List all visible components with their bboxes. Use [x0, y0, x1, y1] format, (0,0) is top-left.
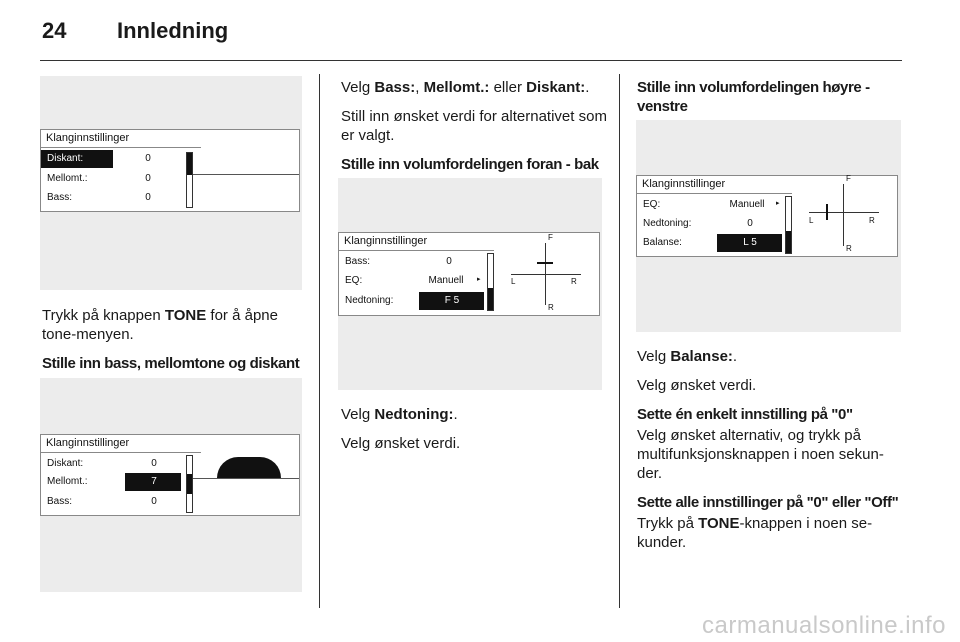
subheading: Sette alle innstillinger på "0" eller "Off"	[637, 494, 899, 511]
paragraph: Trykk på TONE-knappen i noen se-kunder.	[637, 515, 873, 551]
figure-tone-settings-mid	[40, 378, 302, 592]
scrollbar	[785, 196, 792, 254]
menu-row-value: 0	[145, 173, 151, 184]
fader-position-marker	[537, 262, 553, 264]
display-screen	[636, 175, 898, 257]
label-front: F	[548, 233, 553, 242]
menu-row-mid[interactable]	[41, 170, 181, 188]
menu-row-label: Balanse:	[643, 237, 682, 248]
menu-row-bass[interactable]	[41, 189, 181, 207]
paragraph: Velg ønsket verdi.	[637, 377, 757, 394]
menu-row-label: Bass:	[345, 256, 371, 267]
scrollbar	[186, 152, 193, 208]
balance-horizontal-axis	[809, 212, 879, 213]
balance-vertical-axis	[843, 184, 844, 246]
fader-horizontal-axis	[511, 274, 581, 275]
menu-row-treble[interactable]	[41, 455, 181, 473]
arrow-right-icon: ▸	[477, 276, 481, 283]
menu-row-balance[interactable]	[637, 234, 717, 252]
column-divider-2	[619, 74, 620, 608]
column-2-text-bottom	[341, 405, 611, 463]
figure-tone-settings-treble	[40, 76, 302, 290]
menu-row-value: L 5	[743, 237, 757, 248]
paragraph: Velg ønsket alternativ, og trykk på multifunksjonsknappen i noen sekun-der.	[637, 427, 884, 482]
subheading: Stille inn volumfordelingen foran - bak	[341, 156, 599, 173]
menu-row-value: Manuell	[729, 199, 765, 210]
menu-row-selected-value	[717, 234, 782, 252]
title-underline	[41, 452, 201, 453]
menu-row-value: 0	[145, 192, 151, 203]
menu-row-bass[interactable]	[41, 493, 181, 511]
menu-row-fader[interactable]	[339, 292, 419, 310]
figure-balance-settings	[636, 120, 901, 332]
label-rear: R	[548, 303, 554, 312]
screen-title: Klanginnstillinger	[46, 437, 130, 449]
menu-row-selected-value	[419, 292, 484, 310]
label-rear: R	[846, 244, 852, 253]
menu-row-label: Diskant:	[47, 458, 84, 469]
scrollbar	[186, 455, 193, 513]
menu-row-label: Mellomt.:	[47, 173, 88, 184]
menu-row-selected-value	[125, 473, 181, 491]
menu-row-eq[interactable]	[339, 272, 484, 290]
display-screen	[40, 434, 300, 516]
label-right: R	[571, 277, 577, 286]
display-screen	[338, 232, 600, 316]
menu-row-label: EQ:	[643, 199, 661, 210]
menu-row-value	[133, 150, 163, 168]
menu-row-value: 0	[151, 458, 157, 469]
graph-baseline	[193, 478, 299, 479]
column-2-text-top	[341, 78, 611, 180]
menu-row-fader[interactable]	[637, 215, 782, 233]
subheading: Stille inn volumfordelingen høyre - venstre	[637, 79, 870, 115]
scrollbar-thumb	[786, 231, 791, 253]
paragraph: Trykk på knappen TONE for å åpne tone-menyen.	[42, 307, 278, 343]
screen-title: Klanginnstillinger	[642, 178, 726, 190]
eq-curve-shape	[217, 457, 281, 478]
graph-baseline	[193, 174, 299, 175]
column-divider-1	[319, 74, 320, 608]
menu-row-label: Diskant:	[47, 153, 84, 164]
paragraph: Velg Bass:, Mellomt.: eller Diskant:.	[341, 79, 590, 96]
subheading: Stille inn bass, mellomtone og diskant	[42, 355, 300, 372]
title-underline	[637, 193, 792, 194]
menu-row-label: Bass:	[47, 496, 73, 507]
value-text: 0	[145, 153, 151, 164]
label-right: R	[869, 216, 875, 225]
display-screen	[40, 129, 300, 212]
menu-row-bass[interactable]	[339, 253, 484, 271]
scrollbar-thumb	[187, 474, 192, 494]
menu-row-value: F 5	[444, 295, 460, 306]
menu-row-label: EQ:	[345, 275, 363, 286]
menu-row-eq[interactable]	[637, 196, 782, 214]
scrollbar-thumb	[187, 153, 192, 175]
page-title: Innledning	[117, 18, 229, 43]
column-3-text-bottom	[637, 347, 907, 562]
scrollbar	[487, 253, 494, 311]
page-number: 24	[42, 18, 67, 43]
label-left: L	[511, 277, 516, 286]
header-rule	[40, 60, 902, 61]
menu-row-label: Nedtoning:	[643, 218, 692, 229]
menu-row-treble[interactable]	[41, 150, 113, 168]
label-left: L	[809, 216, 814, 225]
menu-row-value: Manuell	[428, 275, 464, 286]
screen-title: Klanginnstillinger	[46, 132, 130, 144]
balance-position-marker	[826, 204, 828, 220]
menu-row-label: Bass:	[47, 192, 73, 203]
menu-row-label: Nedtoning:	[345, 295, 394, 306]
figure-fader-settings	[338, 178, 602, 390]
title-underline	[339, 250, 494, 251]
menu-row-value: 7	[151, 476, 157, 487]
paragraph: Velg Nedtoning:.	[341, 406, 458, 423]
scrollbar-thumb	[488, 288, 493, 310]
menu-row-value: 0	[747, 218, 753, 229]
watermark: carmanualsonline.info	[702, 612, 946, 639]
paragraph: Velg ønsket verdi.	[341, 435, 461, 452]
menu-row-label: Mellomt.:	[47, 476, 88, 487]
column-3-text-top	[637, 78, 907, 122]
column-1-text	[42, 306, 312, 379]
menu-row-value: 0	[151, 496, 157, 507]
menu-row-value: 0	[446, 256, 452, 267]
title-underline	[41, 147, 201, 148]
arrow-right-icon: ▸	[776, 200, 780, 207]
screen-title: Klanginnstillinger	[344, 235, 428, 247]
paragraph: Velg Balanse:.	[637, 348, 738, 365]
paragraph: Still inn ønsket verdi for alternativet som er valgt.	[341, 108, 607, 144]
subheading: Sette én enkelt innstilling på "0"	[637, 406, 853, 423]
label-front: F	[846, 174, 851, 183]
